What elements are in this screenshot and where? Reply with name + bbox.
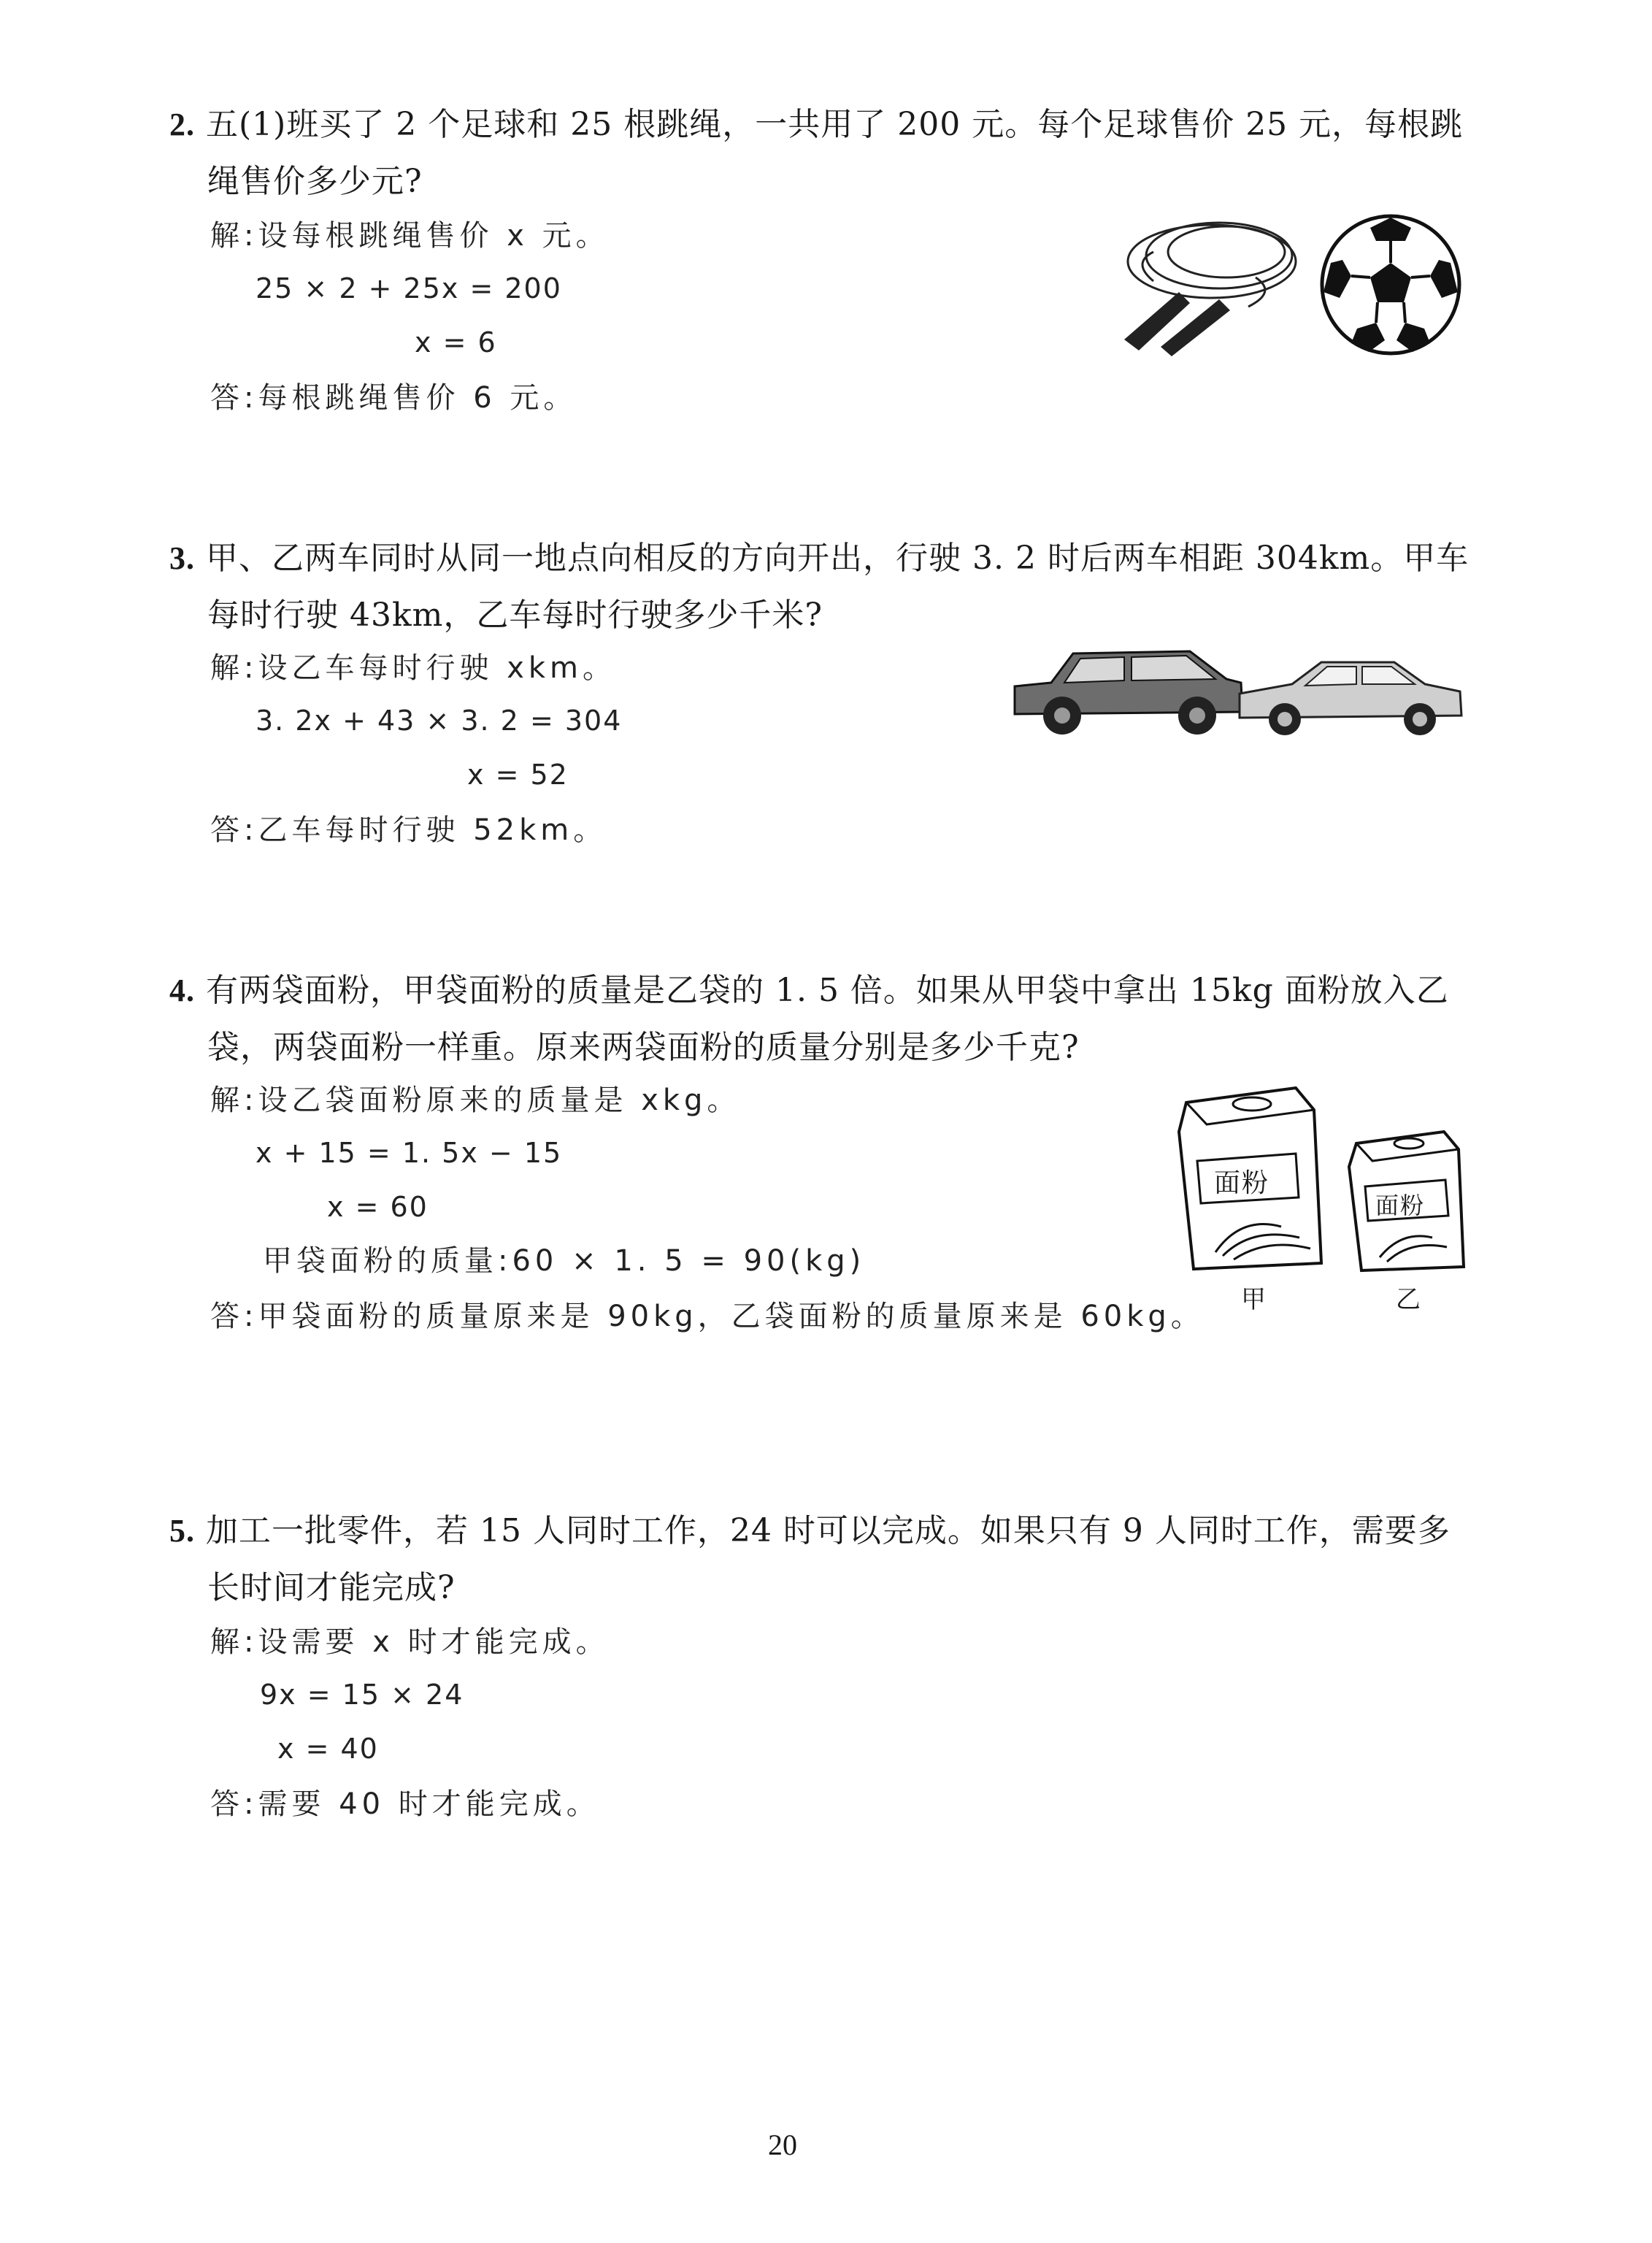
problem-5-line-1 <box>169 1508 1451 1554</box>
problem-2-solution-set: 解:设每根跳绳售价 x 元。 <box>210 219 610 253</box>
problem-5-equation-1: 9x = 15 × 24 <box>260 1679 464 1711</box>
flour-bag-right-caption: 乙 <box>1396 1285 1421 1314</box>
problem-4-text-1: 有两袋面粉，甲袋面粉的质量是乙袋的 1. 5 倍。如果从甲袋中拿出 15kg 面粉放入乙 <box>206 972 1449 1009</box>
problem-2-number: 2. <box>169 107 195 142</box>
problem-4-equation-1: x + 15 = 1. 5x − 15 <box>256 1137 563 1169</box>
problem-5-equation-2: x = 40 <box>277 1733 379 1765</box>
problem-4-line-2: 袋，两袋面粉一样重。原来两袋面粉的质量分别是多少千克? <box>207 1029 1080 1066</box>
sedan-icon <box>1234 653 1467 741</box>
flour-bag-left-label: 面粉 <box>1214 1168 1270 1198</box>
problem-2-equation-2: x = 6 <box>415 326 497 359</box>
problem-4-equation-3: 甲袋面粉的质量:60 × 1. 5 = 90(kg) <box>263 1244 866 1278</box>
problem-4-answer: 答:甲袋面粉的质量原来是 90kg，乙袋面粉的质量原来是 60kg。 <box>210 1300 1205 1333</box>
problem-5-line-2: 长时间才能完成? <box>207 1569 456 1606</box>
problem-3-text-1: 甲、乙两车同时从同一地点向相反的方向开出，行驶 3. 2 时后两车相距 304km。甲车 <box>206 540 1469 577</box>
problem-3-equation-1: 3. 2x + 43 × 3. 2 = 304 <box>256 705 623 737</box>
problem-5-solution-set: 解:设需要 x 时才能完成。 <box>210 1625 610 1659</box>
suv-icon <box>1007 643 1248 737</box>
flour-bag-left <box>1172 1081 1329 1274</box>
problem-3-solution-set: 解:设乙车每时行驶 xkm。 <box>210 651 616 685</box>
jump-rope-icon <box>1110 212 1329 358</box>
problem-3-line-1 <box>169 536 1469 581</box>
problem-3-line-2: 每时行驶 43km，乙车每时行驶多少千米? <box>207 597 823 634</box>
problem-3-equation-2: x = 52 <box>467 759 569 791</box>
problem-2-line-2: 绳售价多少元? <box>207 163 423 200</box>
soccer-ball-icon <box>1318 212 1464 358</box>
problem-2-text-1: 五(1)班买了 2 个足球和 25 根跳绳，一共用了 200 元。每个足球售价 25 元，每根跳 <box>206 106 1464 143</box>
problem-4-equation-2: x = 60 <box>327 1191 429 1223</box>
problem-3-answer: 答:乙车每时行驶 52km。 <box>210 813 607 847</box>
problem-4-solution-set: 解:设乙袋面粉原来的质量是 xkg。 <box>210 1084 741 1117</box>
problem-2-answer: 答:每根跳绳售价 6 元。 <box>210 381 577 415</box>
problem-5-text-1: 加工一批零件，若 15 人同时工作，24 时可以完成。如果只有 9 人同时工作，需要多 <box>206 1512 1451 1549</box>
problem-2-line-1 <box>169 102 1463 147</box>
flour-bag-right-label: 面粉 <box>1375 1192 1426 1219</box>
problem-5-answer: 答:需要 40 时才能完成。 <box>210 1787 600 1821</box>
page-number: 20 <box>768 2128 797 2161</box>
problem-4-line-1 <box>169 968 1449 1013</box>
problem-2-equation-1: 25 × 2 + 25x = 200 <box>256 272 562 304</box>
problem-3-number: 3. <box>169 540 195 576</box>
problem-4-number: 4. <box>169 973 195 1008</box>
problem-5-number: 5. <box>169 1513 195 1549</box>
flour-bag-left-caption: 甲 <box>1241 1285 1266 1314</box>
flour-bag-right <box>1343 1124 1467 1274</box>
